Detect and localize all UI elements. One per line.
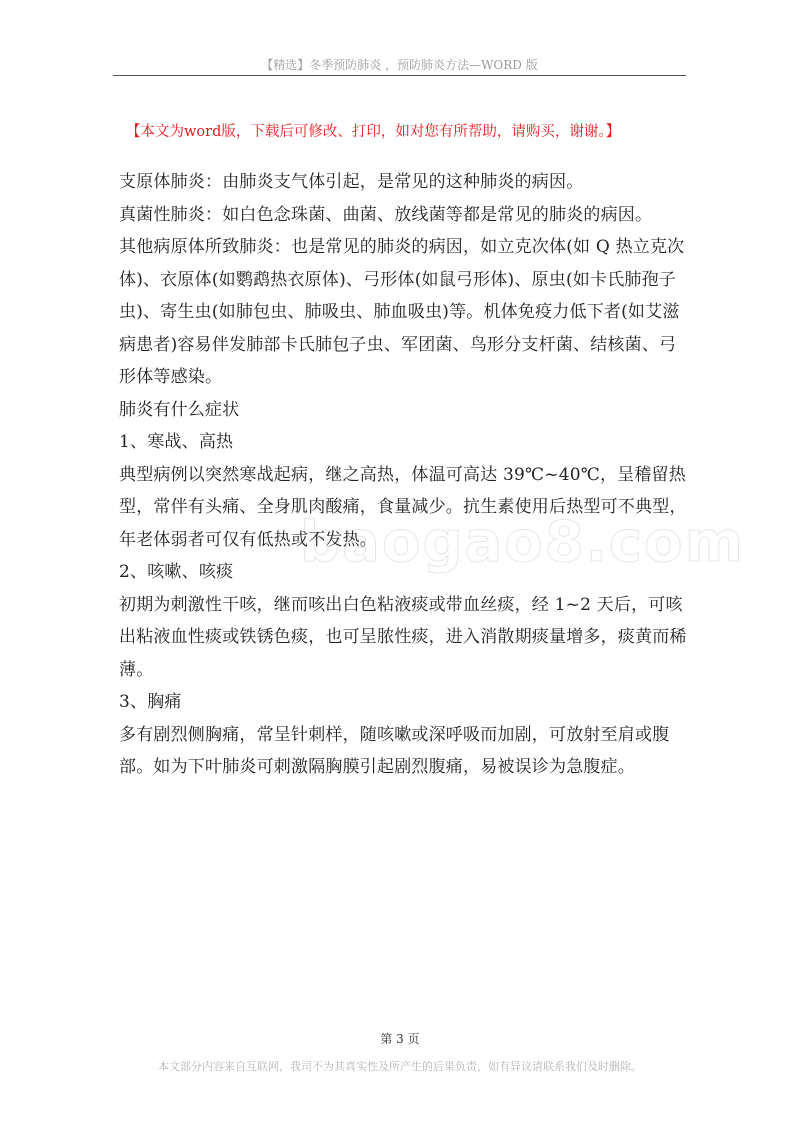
section-heading-symptoms: 肺炎有什么症状 bbox=[119, 399, 240, 420]
header-divider bbox=[113, 75, 686, 76]
paragraph-fungal: 真菌性肺炎：如白色念珠菌、曲菌、放线菌等都是常见的肺炎的病因。 bbox=[119, 204, 653, 225]
paragraph-chills-fever: 典型病例以突然寒战起病，继之高热，体温可高达 39℃~40℃，呈稽留热型，常伴有头痛、全身肌肉酸痛，食量减少。抗生素使用后热型可不典型，年老体弱者可仅有低热或不发热。 bbox=[119, 464, 687, 550]
document-body bbox=[119, 166, 689, 784]
page-header: 【精选】冬季预防肺炎 ，预防肺炎方法—WORD 版 bbox=[261, 58, 538, 72]
paragraph-mycoplasma: 支原体肺炎：由肺炎支气体引起，是常见的这种肺炎的病因。 bbox=[119, 172, 584, 192]
subheading-cough-sputum: 2、咳嗽、咳痰 bbox=[119, 562, 234, 582]
paragraph-other-pathogens: 其他病原体所致肺炎：也是常见的肺炎的病因，如立克次体(如 Q 热立克次体)、衣原体(如鹦鹉热衣原体)、弓形体(如鼠弓形体)、原虫(如卡氏肺孢子虫)、寄生虫(如肺包虫、肺吸虫、肺血吸虫)等。机体免疫力低下者(如艾滋病患者)容易伴发肺部卡氏肺包子虫、军团菌、鸟形分支杆菌、结核菌、弓形体等感染。 bbox=[119, 237, 685, 387]
subheading-chest-pain: 3、胸痛 bbox=[119, 692, 182, 712]
watermark: baogao8.com bbox=[300, 510, 745, 575]
page-number: 第 3 页 bbox=[380, 1032, 420, 1046]
paragraph-cough-sputum: 初期为刺激性干咳，继而咳出白色粘液痰或带血丝痰，经 1~2 天后，可咳出粘液血性痰或铁锈色痰，也可呈脓性痰，进入消散期痰量增多，痰黄而稀薄。 bbox=[119, 594, 687, 680]
download-notice: 【本文为word版，下载后可修改、打印，如对您有所帮助，请购买，谢谢。】 bbox=[126, 124, 621, 140]
page-footer-disclaimer: 本文部分内容来自互联网，我司不为其真实性及所产生的后果负责，如有异议请联系我们及时删除。 bbox=[158, 1060, 642, 1073]
subheading-chills-fever: 1、寒战、高热 bbox=[119, 432, 234, 452]
paragraph-chest-pain: 多有剧烈侧胸痛，常呈针刺样，随咳嗽或深呼吸而加剧，可放射至肩或腹部。如为下叶肺炎可刺激隔胸膜引起剧烈腹痛，易被误诊为急腹症。 bbox=[119, 724, 670, 777]
